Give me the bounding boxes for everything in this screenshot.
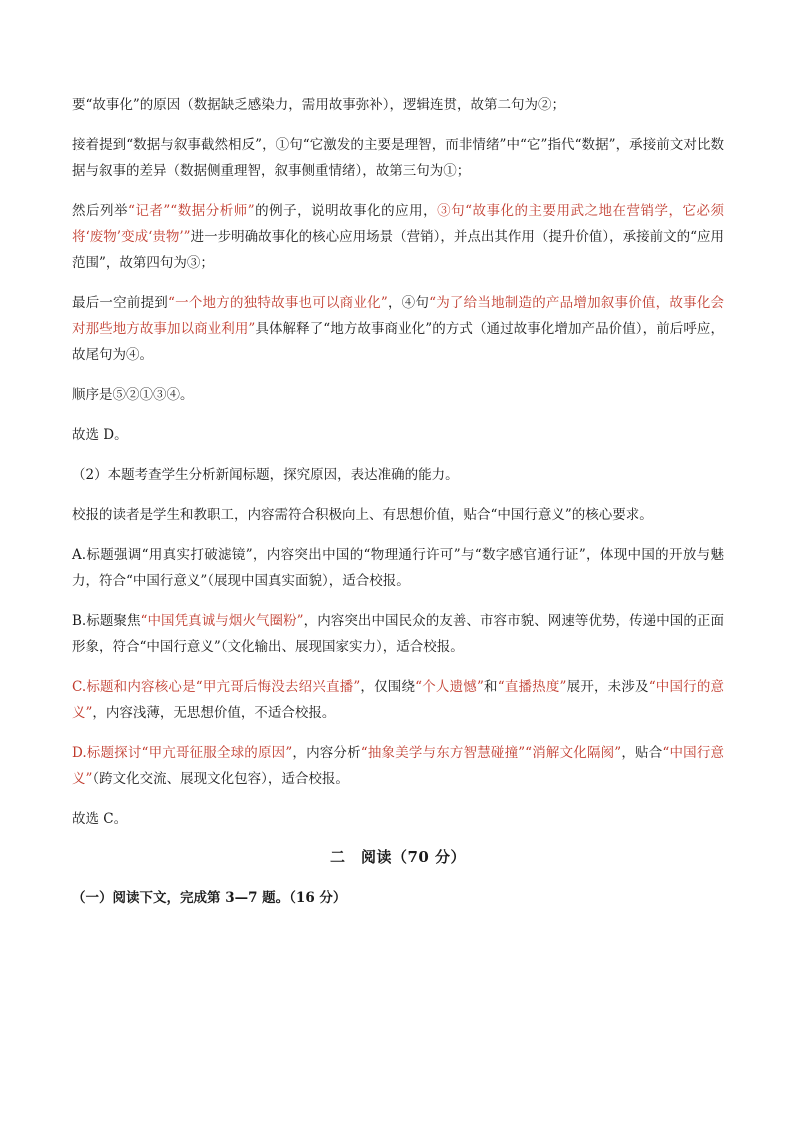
subsection-heading: （一）阅读下文，完成第 3—7 题。（16 分） — [72, 890, 347, 906]
text-segment: ，④句 — [387, 295, 430, 311]
document-content — [72, 92, 724, 910]
section-heading: 二 阅读（70 分） — [329, 848, 467, 866]
text-segment: “一个地方的独特故事也可以商业化” — [168, 295, 388, 311]
para-examples — [72, 198, 724, 276]
text-segment: “直播热度” — [497, 679, 567, 695]
text-segment: 接着提到“数据与叙事截然相反”，①句“它激发的主要是理智，而非情绪”中“它”指代“数据”，承接前文对比数据与叙事的差异（数据侧重理智，叙事侧重情绪），故第三句为①； — [72, 137, 724, 179]
text-segment: 的例子，说明故事化的应用， — [254, 203, 438, 219]
text-segment: （跨文化交流、展现文化包容），适合校报。 — [92, 771, 349, 787]
para-readers — [72, 502, 724, 528]
text-segment: B.标题聚焦 — [72, 613, 141, 629]
para-option-c — [72, 674, 724, 726]
text-segment: 故选 D。 — [72, 427, 128, 443]
text-segment: 具体解释了“地方故事商业化”的方式（通过故事化增加产品价值），前后呼应，故尾句为④。 — [72, 321, 724, 363]
text-segment: ，贴合 — [621, 745, 663, 761]
para-question-2 — [72, 462, 724, 488]
text-segment: “个人遗憾” — [415, 679, 484, 695]
para-final — [72, 290, 724, 368]
text-segment: ，内容浅薄，无思想价值，不适合校报。 — [92, 705, 336, 721]
text-segment: 和 — [483, 679, 498, 695]
para-reason-storytelling — [72, 92, 724, 118]
para-answer-c — [72, 806, 724, 832]
text-segment: ，内容分析 — [292, 745, 361, 761]
text-segment: 要“故事化”的原因（数据缺乏感染力，需用故事弥补），逻辑连贯，故第二句为②； — [72, 97, 566, 113]
text-segment: 校报的读者是学生和教职工，内容需符合积极向上、有思想价值，贴合“中国行意义”的核心要求。 — [72, 507, 653, 523]
text-segment: “中国凭真诚与烟火气圈粉” — [140, 613, 304, 629]
text-segment: （2）本题考查学生分析新闻标题，探究原因，表达准确的能力。 — [72, 467, 459, 483]
text-segment: 顺序是⑤②①③④。 — [72, 387, 194, 403]
text-segment: ，内容突出中国民众的友善、市容市貌、网速等优势，传递中国的正面形象，符合“中国行意义”（文化输出、展现国家实力），适合校报。 — [72, 613, 724, 655]
text-segment: ，仅围绕 — [360, 679, 416, 695]
text-segment: 故选 C。 — [72, 811, 128, 827]
text-segment: “甲亢哥征服全球的原因” — [141, 745, 293, 761]
text-segment: ③句“故事化的主要用武之地在营销学，它必须将‘废物’变成‘贵物’” — [72, 203, 725, 245]
text-segment: 展开，未涉及 — [566, 679, 649, 695]
text-segment: 最后一空前提到 — [72, 295, 168, 311]
para-data-vs-narrative — [72, 132, 724, 184]
text-segment: “抽象美学与东方智慧碰撞”“消解文化隔阂” — [360, 745, 622, 761]
para-option-a — [72, 542, 724, 594]
text-segment: 进一步明确故事化的核心应用场景（营销），并点出其作用（提升价值），承接前文的“应用范围”，故第四句为③； — [72, 229, 724, 271]
text-segment: 然后列举 — [72, 203, 128, 219]
text-segment: C.标题和内容核心是 — [72, 679, 196, 695]
text-segment: “记者”“数据分析师” — [128, 203, 255, 219]
para-answer-d — [72, 422, 724, 448]
para-option-b — [72, 608, 724, 660]
text-segment: A.标题强调“用真实打破滤镜”，内容突出中国的“物理通行许可”与“数字感官通行证”，体现中国的开放与魅力，符合“中国行意义”（展现中国真实面貌），适合校报。 — [72, 547, 724, 589]
answer-explanation — [72, 92, 724, 832]
text-segment: “为了给当地制造的产品增加叙事价值，故事化会对那些地方故事加以商业利用” — [72, 295, 724, 337]
text-segment: “中国行的意义” — [72, 679, 725, 721]
text-segment: D.标题探讨 — [72, 745, 142, 761]
para-order — [72, 382, 724, 408]
text-segment: “中国行意义” — [72, 745, 725, 787]
para-option-d — [72, 740, 724, 792]
text-segment: “甲亢哥后悔没去绍兴直播” — [195, 679, 361, 695]
